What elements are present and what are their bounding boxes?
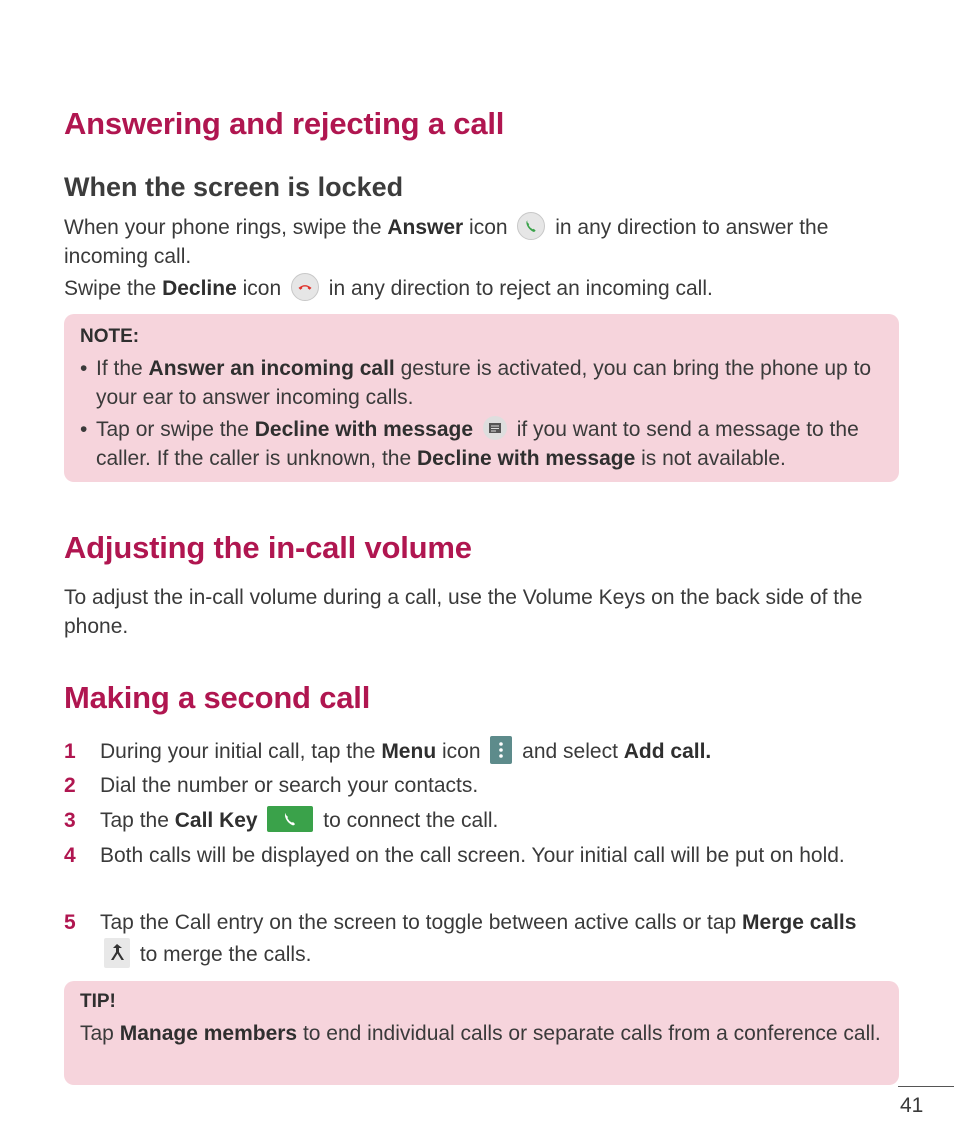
text: During your initial call, tap the (100, 740, 382, 763)
bullet-dot: • (80, 418, 88, 441)
note-bullet-1 (80, 354, 880, 412)
text: to connect the call. (317, 809, 499, 832)
merge-calls-label: Merge calls (742, 911, 857, 934)
text: Dial the number or search your contacts. (100, 774, 479, 797)
menu-label: Menu (381, 740, 437, 763)
tip-box (64, 981, 899, 1085)
step-number: 1 (64, 740, 76, 763)
text: Both calls will be displayed on the call screen. Your initial call will be put on hold. (100, 844, 845, 867)
step-number: 3 (64, 809, 76, 832)
page-number-rule (898, 1086, 954, 1087)
step-number: 2 (64, 774, 76, 797)
step-1 (64, 736, 894, 768)
menu-dots-icon (490, 736, 512, 764)
text: If the (96, 357, 149, 380)
answer-paragraph (64, 213, 894, 271)
step-3 (64, 805, 894, 837)
text: is not available. (635, 447, 786, 470)
text: Tap the Call entry on the screen to toggle between active calls or tap (100, 911, 743, 934)
step-number: 4 (64, 844, 76, 867)
text: to merge the calls. (134, 943, 312, 966)
text: Tap the (100, 809, 175, 832)
bullet-dot: • (80, 357, 88, 380)
note-title: NOTE: (80, 326, 140, 347)
subheading-locked: When the screen is locked (64, 172, 404, 202)
step-5 (64, 907, 894, 971)
answer-label: Answer (387, 216, 464, 239)
decline-with-message-label: Decline with message (254, 418, 474, 441)
text: gesture is activated, you can bring the phone up to your ear to answer incoming calls. (96, 357, 872, 409)
step-4 (64, 840, 894, 872)
manage-members-label: Manage members (119, 1022, 298, 1045)
text: and select (516, 740, 624, 763)
message-icon (483, 416, 507, 440)
decline-with-message-label-2: Decline with message (417, 447, 636, 470)
text: if you want to send a message to the caller. If the caller is unknown, the (96, 418, 859, 470)
answer-incoming-call-label: Answer an incoming call (148, 357, 395, 380)
text: in any direction to answer the incoming call. (64, 216, 829, 269)
text: icon (436, 740, 487, 763)
step-number: 5 (64, 911, 76, 934)
note-box (64, 314, 899, 482)
step-2 (64, 770, 894, 802)
add-call-label: Add call. (623, 740, 712, 763)
text: to end individual calls or separate calls from a conference call. (297, 1022, 881, 1045)
call-key-icon (267, 806, 313, 832)
text: When your phone rings, swipe the (64, 216, 388, 239)
tip-title: TIP! (80, 991, 116, 1012)
page-number: 41 (900, 1094, 924, 1117)
decline-paragraph (64, 274, 894, 303)
text: icon (236, 277, 287, 300)
heading-answering: Answering and rejecting a call (64, 106, 505, 141)
call-key-label: Call Key (174, 809, 258, 832)
tip-text (80, 1019, 885, 1048)
text: Tap (80, 1022, 120, 1045)
heading-second-call: Making a second call (64, 680, 371, 715)
phone-answer-icon (517, 212, 545, 240)
note-bullet-2 (80, 415, 880, 473)
phone-decline-icon (291, 273, 319, 301)
heading-volume: Adjusting the in-call volume (64, 530, 472, 565)
decline-label: Decline (162, 277, 237, 300)
text: icon (463, 216, 514, 239)
text: in any direction to reject an incoming call. (322, 277, 713, 300)
text: Tap or swipe the (96, 418, 255, 441)
text: Swipe the (64, 277, 163, 300)
merge-calls-icon (104, 938, 130, 968)
volume-paragraph: To adjust the in-call volume during a call, use the Volume Keys on the back side of the phone. (64, 586, 863, 638)
